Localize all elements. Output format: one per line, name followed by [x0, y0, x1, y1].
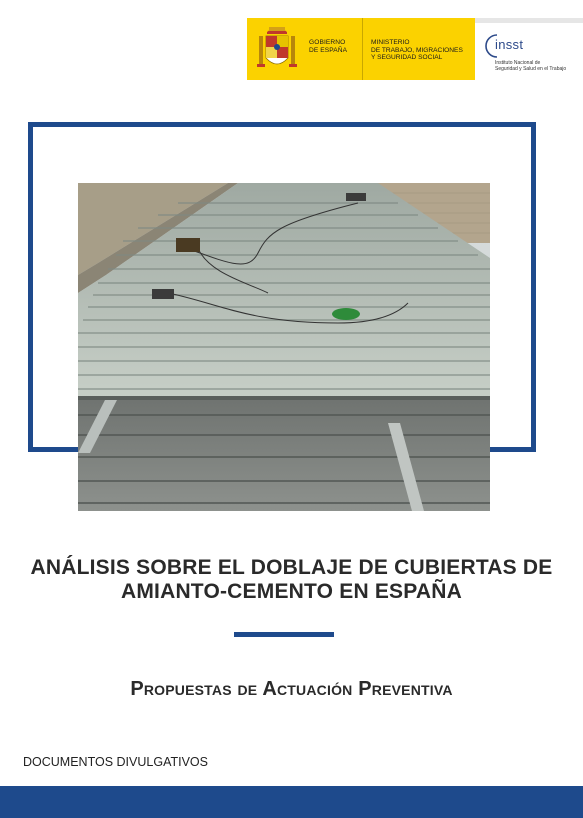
series-label: DOCUMENTOS DIVULGATIVOS — [23, 755, 208, 769]
document-title: ANÁLISIS SOBRE EL DOBLAJE DE CUBIERTAS DE AMIANTO-CEMENTO EN ESPAÑA — [30, 556, 553, 603]
insst-name: insst — [495, 37, 524, 52]
ministry-text: MINISTERIO DE TRABAJO, MIGRACIONES Y SEGURIDAD SOCIAL — [371, 39, 463, 61]
asbestos-cement-roof-photo — [78, 183, 490, 511]
insst-logo-block — [475, 18, 583, 85]
title-accent-line — [234, 632, 334, 637]
government-logo-block — [247, 18, 475, 80]
document-subtitle: Propuestas de Actuación Preventiva — [130, 678, 453, 700]
government-text: GOBIERNO DE ESPAÑA — [309, 39, 348, 54]
divider — [362, 18, 363, 80]
insst-subtitle: Instituto Nacional de Seguridad y Salud en el Trabajo — [495, 60, 567, 72]
header-logos — [247, 18, 583, 80]
spain-coat-of-arms-icon — [257, 24, 297, 74]
footer-bar — [0, 786, 583, 818]
